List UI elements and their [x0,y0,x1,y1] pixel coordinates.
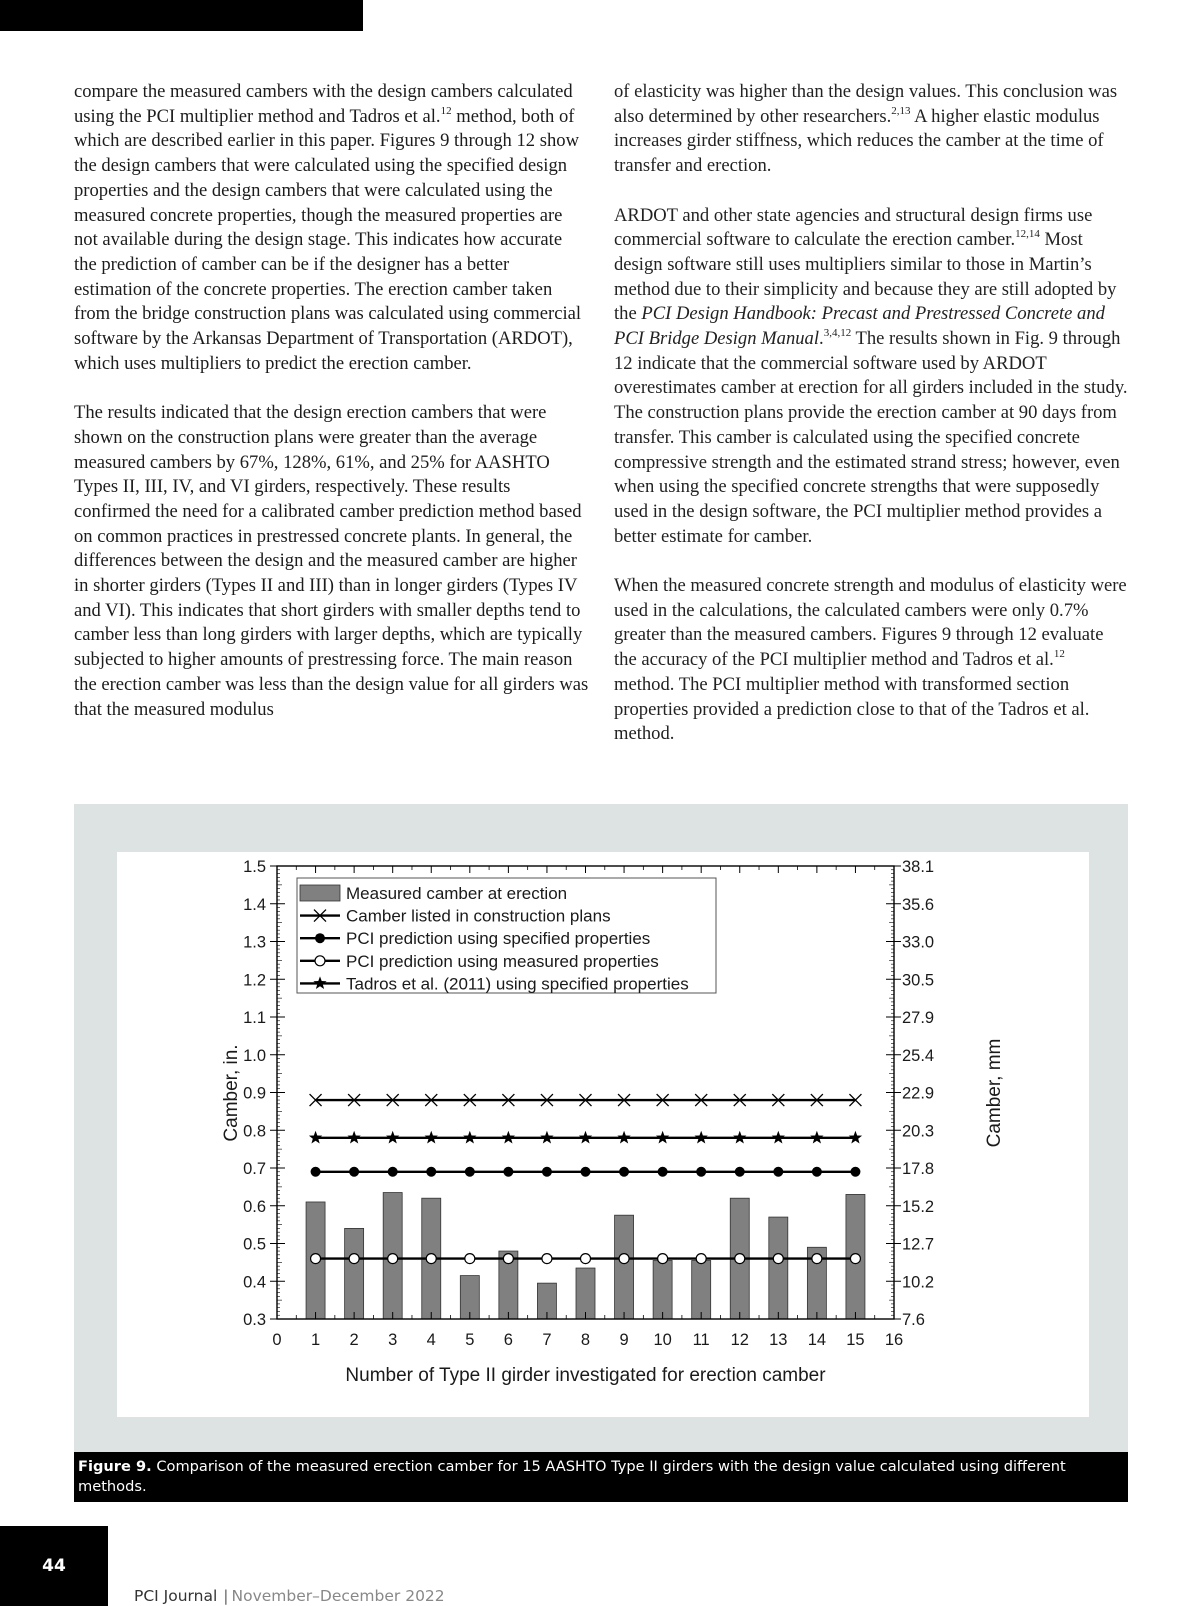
bar-girder-9 [615,1215,634,1319]
marker-s2-2 [349,1167,359,1177]
x-tick-label-4: 4 [426,1331,436,1349]
header-bar [0,0,363,31]
marker-s4-9 [617,1131,630,1144]
marker-s4-2 [347,1131,360,1144]
legend-swatch-bar [300,885,340,901]
marker-s4-12 [733,1131,746,1144]
marker-s2-8 [581,1167,591,1177]
x-tick-label-14: 14 [807,1331,827,1349]
marker-s4-7 [540,1131,553,1144]
y-tick-label-left-5: 0.8 [243,1122,266,1141]
x-tick-label-3: 3 [388,1331,398,1349]
left-paragraph-1: compare the measured cambers with the design cambers calculated using the PCI multiplier method and Tadros et al.$^{12}$ method, both of which are described earlier in this paper. Figures 9 through 12 show the design cambers that were calculated using the specified design properties and the design cambers that were calculated using the measured concrete properties, though the measured properties are not available during the design stage. This indicates how accurate the prediction of camber can be if the designer has a better estimation of the concrete properties. The erection camber taken from the bridge construction plans was calculated using commercial software by the Arkansas Department of Transportation (ARDOT), which uses multipliers to predict the erection camber. [74,81,582,374]
x-tick-label-11: 11 [692,1331,710,1349]
marker-s3-8 [581,1254,591,1264]
y-tick-label-right-3: 15.2 [902,1197,935,1216]
y-tick-label-left-2: 0.5 [243,1235,266,1254]
marker-s4-13 [772,1131,785,1144]
y-tick-label-left-11: 1.4 [243,895,266,914]
marker-s2-12 [735,1167,745,1177]
issue-date: November–December 2022 [231,1587,445,1605]
page-number: 44 [0,1526,108,1606]
bar-girder-13 [769,1217,788,1319]
y-tick-label-left-6: 0.9 [243,1084,266,1103]
marker-s3-2 [349,1254,359,1264]
legend-entry-1: Camber listed in construction plans [346,906,611,926]
marker-s4-10 [656,1131,669,1144]
marker-s3-15 [850,1254,860,1264]
caption-text: Comparison of the measured erection camber for 15 AASHTO Type II girders with the design value calculated using different methods. [78,1458,1066,1495]
bar-girder-8 [576,1268,595,1319]
y-axis-label-right: Camber, mm [984,1038,1005,1148]
marker-s4-15 [849,1131,862,1144]
y-tick-label-right-5: 20.3 [902,1122,935,1141]
y-tick-label-right-9: 30.5 [902,971,935,990]
marker-s2-11 [696,1167,706,1177]
marker-s4-1 [309,1131,322,1144]
legend [297,878,716,993]
y-tick-label-left-0: 0.3 [243,1311,266,1329]
marker-s3-5 [465,1254,475,1264]
bar-girder-2 [345,1228,364,1319]
y-tick-label-right-2: 12.7 [902,1235,935,1254]
marker-s3-9 [619,1254,629,1264]
left-column [74,80,589,747]
y-tick-label-right-11: 35.6 [902,895,935,914]
y-tick-label-right-4: 17.8 [902,1160,935,1178]
chart-panel [117,852,1089,1417]
marker-s4-6 [502,1131,515,1144]
x-tick-label-8: 8 [580,1331,591,1349]
x-tick-label-13: 13 [769,1331,788,1349]
marker-s4-14 [810,1131,823,1144]
y-tick-label-left-1: 0.4 [243,1273,266,1292]
legend-marker-3 [315,956,325,966]
y-tick-label-left-9: 1.2 [243,971,266,990]
marker-s3-7 [542,1254,552,1264]
y-tick-label-right-7: 25.4 [902,1046,935,1065]
marker-s4-5 [463,1131,476,1144]
marker-s3-3 [388,1254,398,1264]
y-tick-label-left-4: 0.7 [243,1160,266,1178]
marker-s3-11 [696,1254,706,1264]
marker-s3-12 [735,1254,745,1264]
legend-marker-2 [315,933,325,943]
marker-s4-8 [579,1131,592,1144]
left-paragraph-2: The results indicated that the design erection cambers that were shown on the construction plans were greater than the average measured cambers by 67%, 128%, 61%, and 25% for AASHTO Types II, III, IV, and VI girders, respectively. These results confirmed the need for a calibrated camber prediction method based on common practices in prestressed concrete plants. In general, the differences between the design and the measured camber are higher in shorter girders (Types II and III) than in longer girders (Types IV and VI). This indicates that short girders with smaller depths tend to camber less than long girders with larger depths, which are typically subjected to higher amounts of prestressing force. The main reason the erection camber was less than the design value for all girders was that the measured modulus [74,402,589,720]
y-tick-label-right-1: 10.2 [902,1273,935,1292]
marker-s4-3 [386,1131,399,1144]
footer-separator: | [223,1587,229,1605]
marker-s2-10 [658,1167,668,1177]
y-tick-label-right-6: 22.9 [902,1084,935,1103]
y-tick-label-left-8: 1.1 [243,1009,266,1027]
right-paragraph-2: ARDOT and other state agencies and structural design firms use commercial software to calculate the erection camber.$^{12,14}$ Most design software still uses multipliers similar to those in Martin’s method due to their simplicity and because they are still adopted by the PCI Design Handbook: Precast and Prestressed Concrete and PCI Bridge Design Manual.$^{3,4,12}$ The results shown in Fig. 9 through 12 indicate that the commercial software used by ARDOT overestimates camber at erection for all girders included in the study. The construction plans provide the erection camber at 90 days from transfer. This camber is calculated using the specified concrete compressive strength and the estimated strand stress; however, even when using the specified concrete strengths that were supposedly used in the design software, the PCI multiplier method provides a better estimate for camber. [614,204,1128,547]
caption-label: Figure 9. [78,1458,152,1475]
x-tick-label-10: 10 [653,1331,672,1349]
right-column [614,80,1129,772]
marker-s2-13 [773,1167,783,1177]
marker-s3-6 [503,1254,513,1264]
camber-chart [117,852,1089,1417]
y-tick-label-right-10: 33.0 [902,933,935,952]
legend-entry-3: PCI prediction using measured properties [346,951,659,971]
y-tick-label-left-3: 0.6 [243,1197,266,1216]
marker-s3-1 [311,1254,321,1264]
y-axis-label-left: Camber, in. [221,1044,242,1142]
right-paragraph-3: When the measured concrete strength and modulus of elasticity were used in the calculations, the calculated cambers were only 0.7% greater than the measured cambers. Figures 9 through 12 evaluate the accuracy of the PCI multiplier method and Tadros et al.$^{12}$ method. The PCI multiplier method with transformed section properties provided a prediction close to that of the Tadros et al. method. [614,575,1127,745]
y-tick-label-left-12: 1.5 [243,858,266,876]
x-axis-label: Number of Type II girder investigated for erection camber [345,1365,826,1386]
figure-9 [74,804,1128,1452]
bar-girder-10 [653,1260,672,1319]
x-tick-label-1: 1 [310,1331,321,1349]
x-tick-label-5: 5 [465,1331,475,1349]
x-tick-label-16: 16 [884,1331,904,1349]
right-paragraph-1: of elasticity was higher than the design values. This conclusion was also determined by other researchers.$^{2,13}$ A higher elastic modulus increases girder stiffness, which reduces the camber at the time of transfer and erection. [614,81,1118,177]
x-tick-label-9: 9 [619,1331,629,1349]
x-tick-label-15: 15 [846,1331,865,1349]
marker-s2-6 [503,1167,513,1177]
journal-name: PCI Journal [134,1587,218,1605]
y-tick-label-left-7: 1.0 [243,1046,266,1065]
x-tick-label-0: 0 [272,1331,282,1349]
legend-entry-0: Measured camber at erection [346,884,568,903]
x-tick-label-6: 6 [503,1331,513,1349]
marker-s2-14 [812,1167,822,1177]
x-tick-label-12: 12 [730,1331,749,1349]
marker-s3-13 [773,1254,783,1264]
y-tick-label-left-10: 1.3 [243,933,266,952]
y-tick-label-right-12: 38.1 [902,858,935,876]
marker-s2-1 [311,1167,321,1177]
bar-girder-11 [692,1260,711,1319]
legend-entry-2: PCI prediction using specified properties [346,929,651,949]
marker-s3-14 [812,1254,822,1264]
y-tick-label-right-0: 7.6 [902,1311,925,1329]
marker-s2-15 [850,1167,860,1177]
marker-s4-11 [695,1131,708,1144]
marker-s2-3 [388,1167,398,1177]
marker-s2-7 [542,1167,552,1177]
marker-s3-10 [658,1254,668,1264]
marker-s2-4 [426,1167,436,1177]
x-tick-label-2: 2 [349,1331,359,1349]
x-tick-label-7: 7 [542,1331,552,1349]
marker-s2-5 [465,1167,475,1177]
y-tick-label-right-8: 27.9 [902,1009,935,1027]
marker-s2-9 [619,1167,629,1177]
legend-entry-4: Tadros et al. (2011) using specified properties [346,974,689,994]
marker-s4-4 [425,1131,438,1144]
footer [134,1587,445,1605]
figure-caption [74,1452,1128,1502]
marker-s3-4 [426,1254,436,1264]
